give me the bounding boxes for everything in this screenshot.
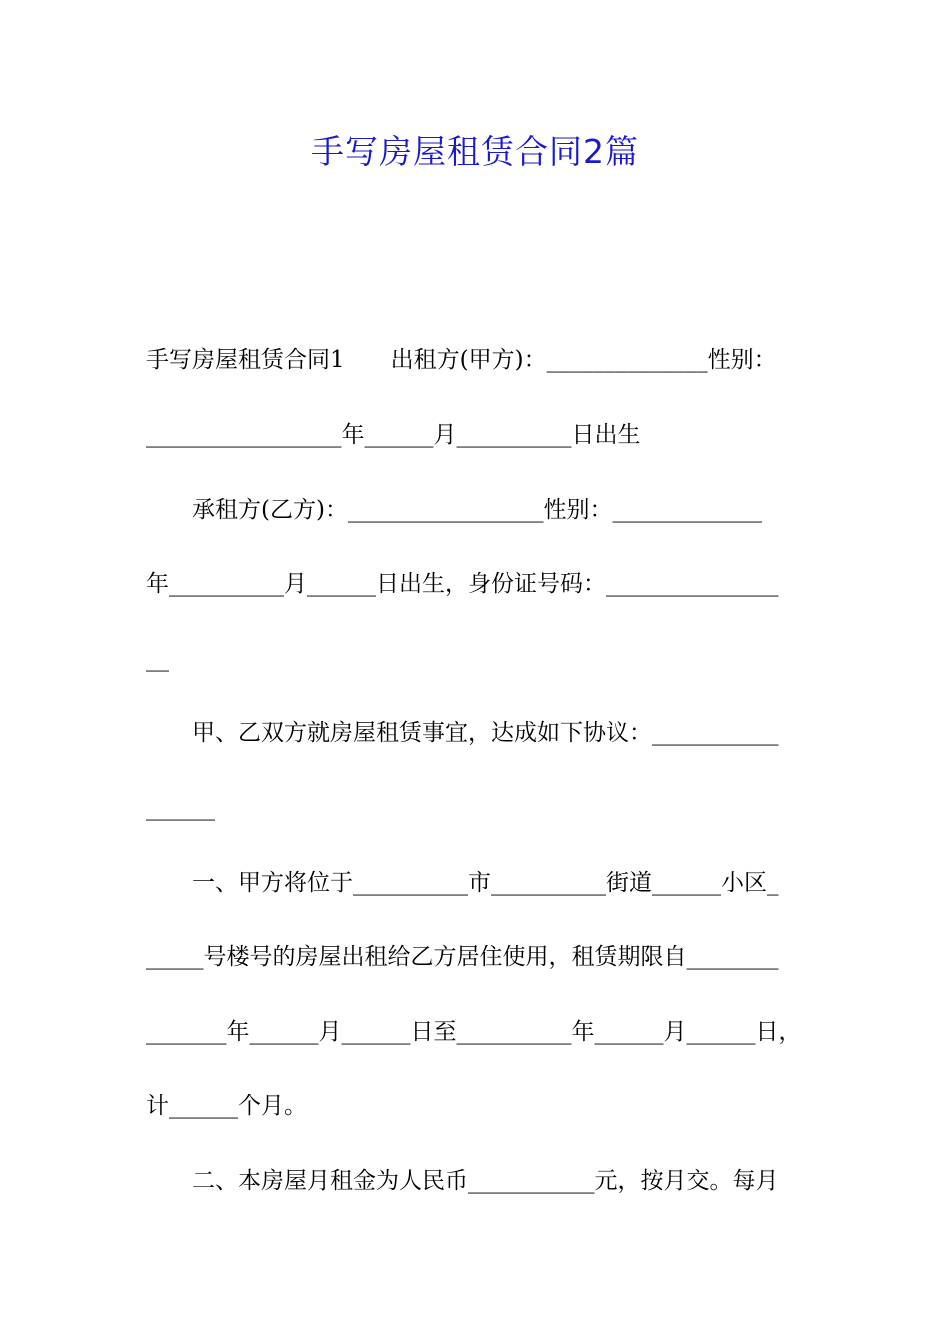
text-line-party-b: 承租方(乙方)：_________________性别：_____________ [146,497,762,523]
text-line-clause-1-lease: _____号楼号的房屋出租给乙方居住使用，租赁期限自________ [146,944,779,970]
text-line-clause-1-months: 计______个月。 [146,1093,307,1119]
text-line-agreement-intro: 甲、乙双方就房屋租赁事宜，达成如下协议：___________ [146,720,779,746]
text-line-party-a-birth: _________________年______月__________日出生 [146,422,641,448]
text-line-id-continuation: __ [146,646,169,672]
text-line-clause-2-rent: 二、本房屋月租金为人民币___________元，按月交。每月 [146,1168,779,1194]
text-line-party-a: 手写房屋租赁合同1 出租方(甲方)：______________性别： [146,347,777,373]
text-line-party-b-birth-id: 年__________月______日出生，身份证号码：_______________ [146,571,779,597]
text-line-clause-1-period: _______年______月______日至__________年______月______日， [146,1019,802,1045]
text-line-clause-1-location: 一、甲方将位于__________市__________街道______小区_ [146,870,779,896]
document-title: 手写房屋租赁合同2篇 [311,132,639,171]
text-line-agreement-blank: ______ [146,795,215,821]
